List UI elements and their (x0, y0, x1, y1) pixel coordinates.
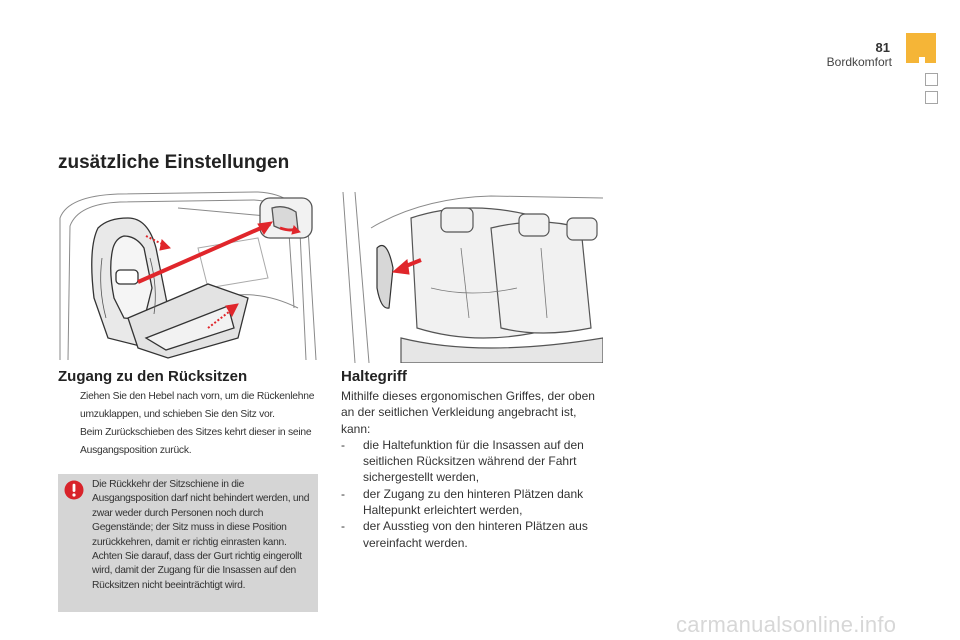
grab-handle-intro: Mithilfe dieses ergonomischen Griffes, der oben an der seitlichen Verkleidung angebracht ist, kann: (341, 389, 595, 436)
chapter-tab-empty-1[interactable] (925, 73, 938, 86)
grab-handle-description (341, 388, 601, 551)
chapter-tab-empty-2[interactable] (925, 91, 938, 104)
watermark: carmanualsonline.info (676, 612, 897, 637)
section-title: Bordkomfort (826, 55, 892, 69)
list-item-text: die Haltefunktion für die Insassen auf den seitlichen Rücksitzen während der Fahrt sichergestellt werden, (363, 437, 584, 485)
page-number: 81 (875, 40, 890, 55)
grab-handle-illustration (341, 188, 603, 363)
warning-text: Die Rückkehr der Sitzschiene in die Ausgangsposition darf nicht behindert werden, und zwar weder durch Personen noch durch Gegenstände; der Sitz muss in diese Position zurückkehren, damit er richtig einrasten kann. Achten Sie darauf, dass der Gurt richtig eingerollt wird, damit der Zugang für die Insassen auf den Rücksitzen nicht beeinträchtigt wird. (92, 479, 310, 591)
seat-access-illustration (58, 188, 320, 363)
exclamation-icon (64, 480, 84, 500)
list-dash: - (341, 486, 345, 501)
list-item-text: der Ausstieg von den hinteren Plätzen aus vereinfacht werden. (363, 519, 588, 550)
list-dash: - (341, 519, 345, 534)
list-item (341, 518, 601, 551)
grab-handle-heading: Haltegriff (341, 368, 407, 385)
instruction-paragraph: Beim Zurückschieben des Sitzes kehrt dieser in seine Ausgangsposition zurück. (80, 427, 312, 456)
rear-access-heading: Zugang zu den Rücksitzen (58, 368, 248, 385)
main-title: zusätzliche Einstellungen (58, 152, 290, 173)
rear-access-instructions (80, 388, 324, 460)
list-item-text: der Zugang zu den hinteren Plätzen dank Haltepunkt erleichtert werden, (363, 486, 584, 518)
list-dash: - (341, 437, 345, 452)
list-item (341, 486, 601, 519)
instruction-paragraph: Ziehen Sie den Hebel nach vorn, um die Rückenlehne umzuklappen, und schieben Sie den Sitz vor. (80, 391, 315, 420)
list-item (341, 437, 601, 486)
chapter-tab-marker (919, 57, 925, 63)
